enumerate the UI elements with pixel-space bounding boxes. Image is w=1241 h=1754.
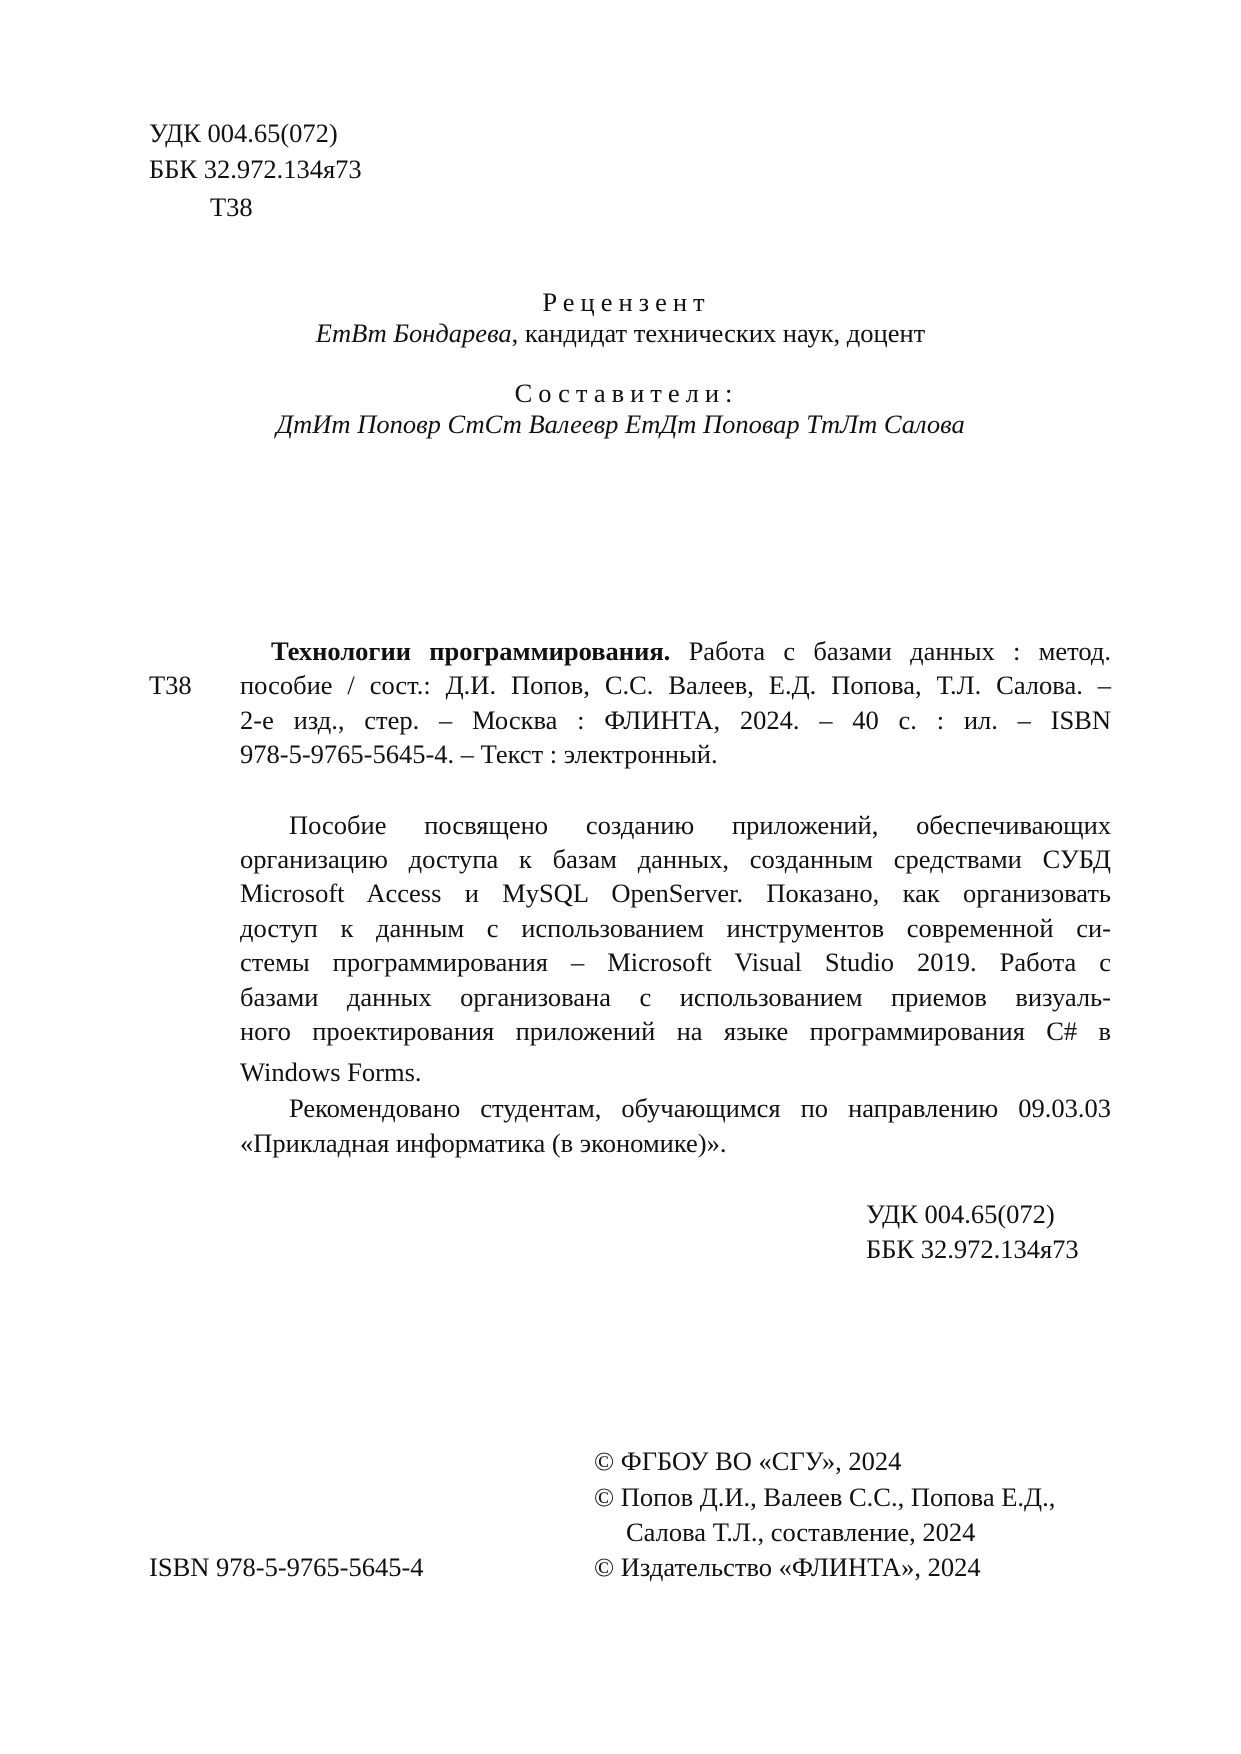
reviewer-title: , кандидат технических наук, доцент: [511, 318, 926, 348]
compilers-names: ДтИт Поповр СтСт Валеевр ЕтДт Поповар ТтЛт Салова: [276, 409, 965, 439]
abstract-line: ного проектирования приложений на языке программирования C# в: [240, 1016, 1111, 1046]
udk-code-bottom: УДК 004.65(072): [866, 1199, 1055, 1229]
book-title: Технологии программирования.: [271, 636, 671, 666]
bib-line: пособие / сост.: Д.И. Попов, С.С. Валеев, Е.Д. Попова, Т.Л. Салова. –: [240, 670, 1111, 700]
udk-code: УДК 004.65(072): [149, 118, 338, 148]
recommendation-line: Рекомендовано студентам, обучающимся по направлению 09.03.03: [289, 1093, 1111, 1123]
abstract-line: Пособие посвящено созданию приложений, обеспечивающих: [289, 810, 1111, 840]
abstract-line: организацию доступа к базам данных, созданным средствами СУБД: [240, 844, 1111, 874]
abstract-line: Microsoft Access и MySQL OpenServer. Показано, как организовать: [240, 878, 1111, 908]
bib-line: 2-е изд., стер. – Москва : ФЛИНТА, 2024. – 40 с. : ил. – ISBN: [240, 705, 1111, 735]
abstract-line: Windows Forms.: [240, 1057, 422, 1087]
bib-line-1: [271, 634, 1111, 668]
copyright-line: © Издательство «ФЛИНТА», 2024: [594, 1552, 981, 1582]
bib-author-mark: Т38: [149, 670, 192, 700]
bib-line-1-rest: Работа с базами данных : метод.: [670, 636, 1112, 666]
bbk-code-bottom: ББК 32.972.134я73: [866, 1234, 1079, 1264]
bbk-code: ББК 32.972.134я73: [149, 154, 362, 184]
reviewer-heading: Рецензент: [542, 287, 711, 317]
reviewer-line: [0, 316, 1241, 350]
abstract-line: базами данных организована с использованием приемов визуаль-: [240, 982, 1111, 1012]
copyright-line: © Попов Д.И., Валеев С.С., Попова Е.Д.,: [594, 1482, 1056, 1512]
copyright-line: Салова Т.Л., составление, 2024: [626, 1517, 976, 1547]
copyright-line: © ФГБОУ ВО «СГУ», 2024: [594, 1446, 902, 1476]
author-mark: Т38: [210, 192, 253, 222]
compilers-heading: Составители:: [514, 378, 739, 408]
reviewer-name: ЕтВт Бондарева: [315, 318, 512, 348]
abstract-line: стемы программирования – Microsoft Visual Studio 2019. Работа с: [240, 947, 1111, 977]
abstract-line: доступ к данным с использованием инструментов современной си-: [240, 913, 1111, 943]
recommendation-line: «Прикладная информатика (в экономике)».: [240, 1128, 727, 1158]
isbn: ISBN 978-5-9765-5645-4: [149, 1552, 424, 1582]
bib-line: 978-5-9765-5645-4. – Текст : электронный.: [240, 739, 718, 769]
